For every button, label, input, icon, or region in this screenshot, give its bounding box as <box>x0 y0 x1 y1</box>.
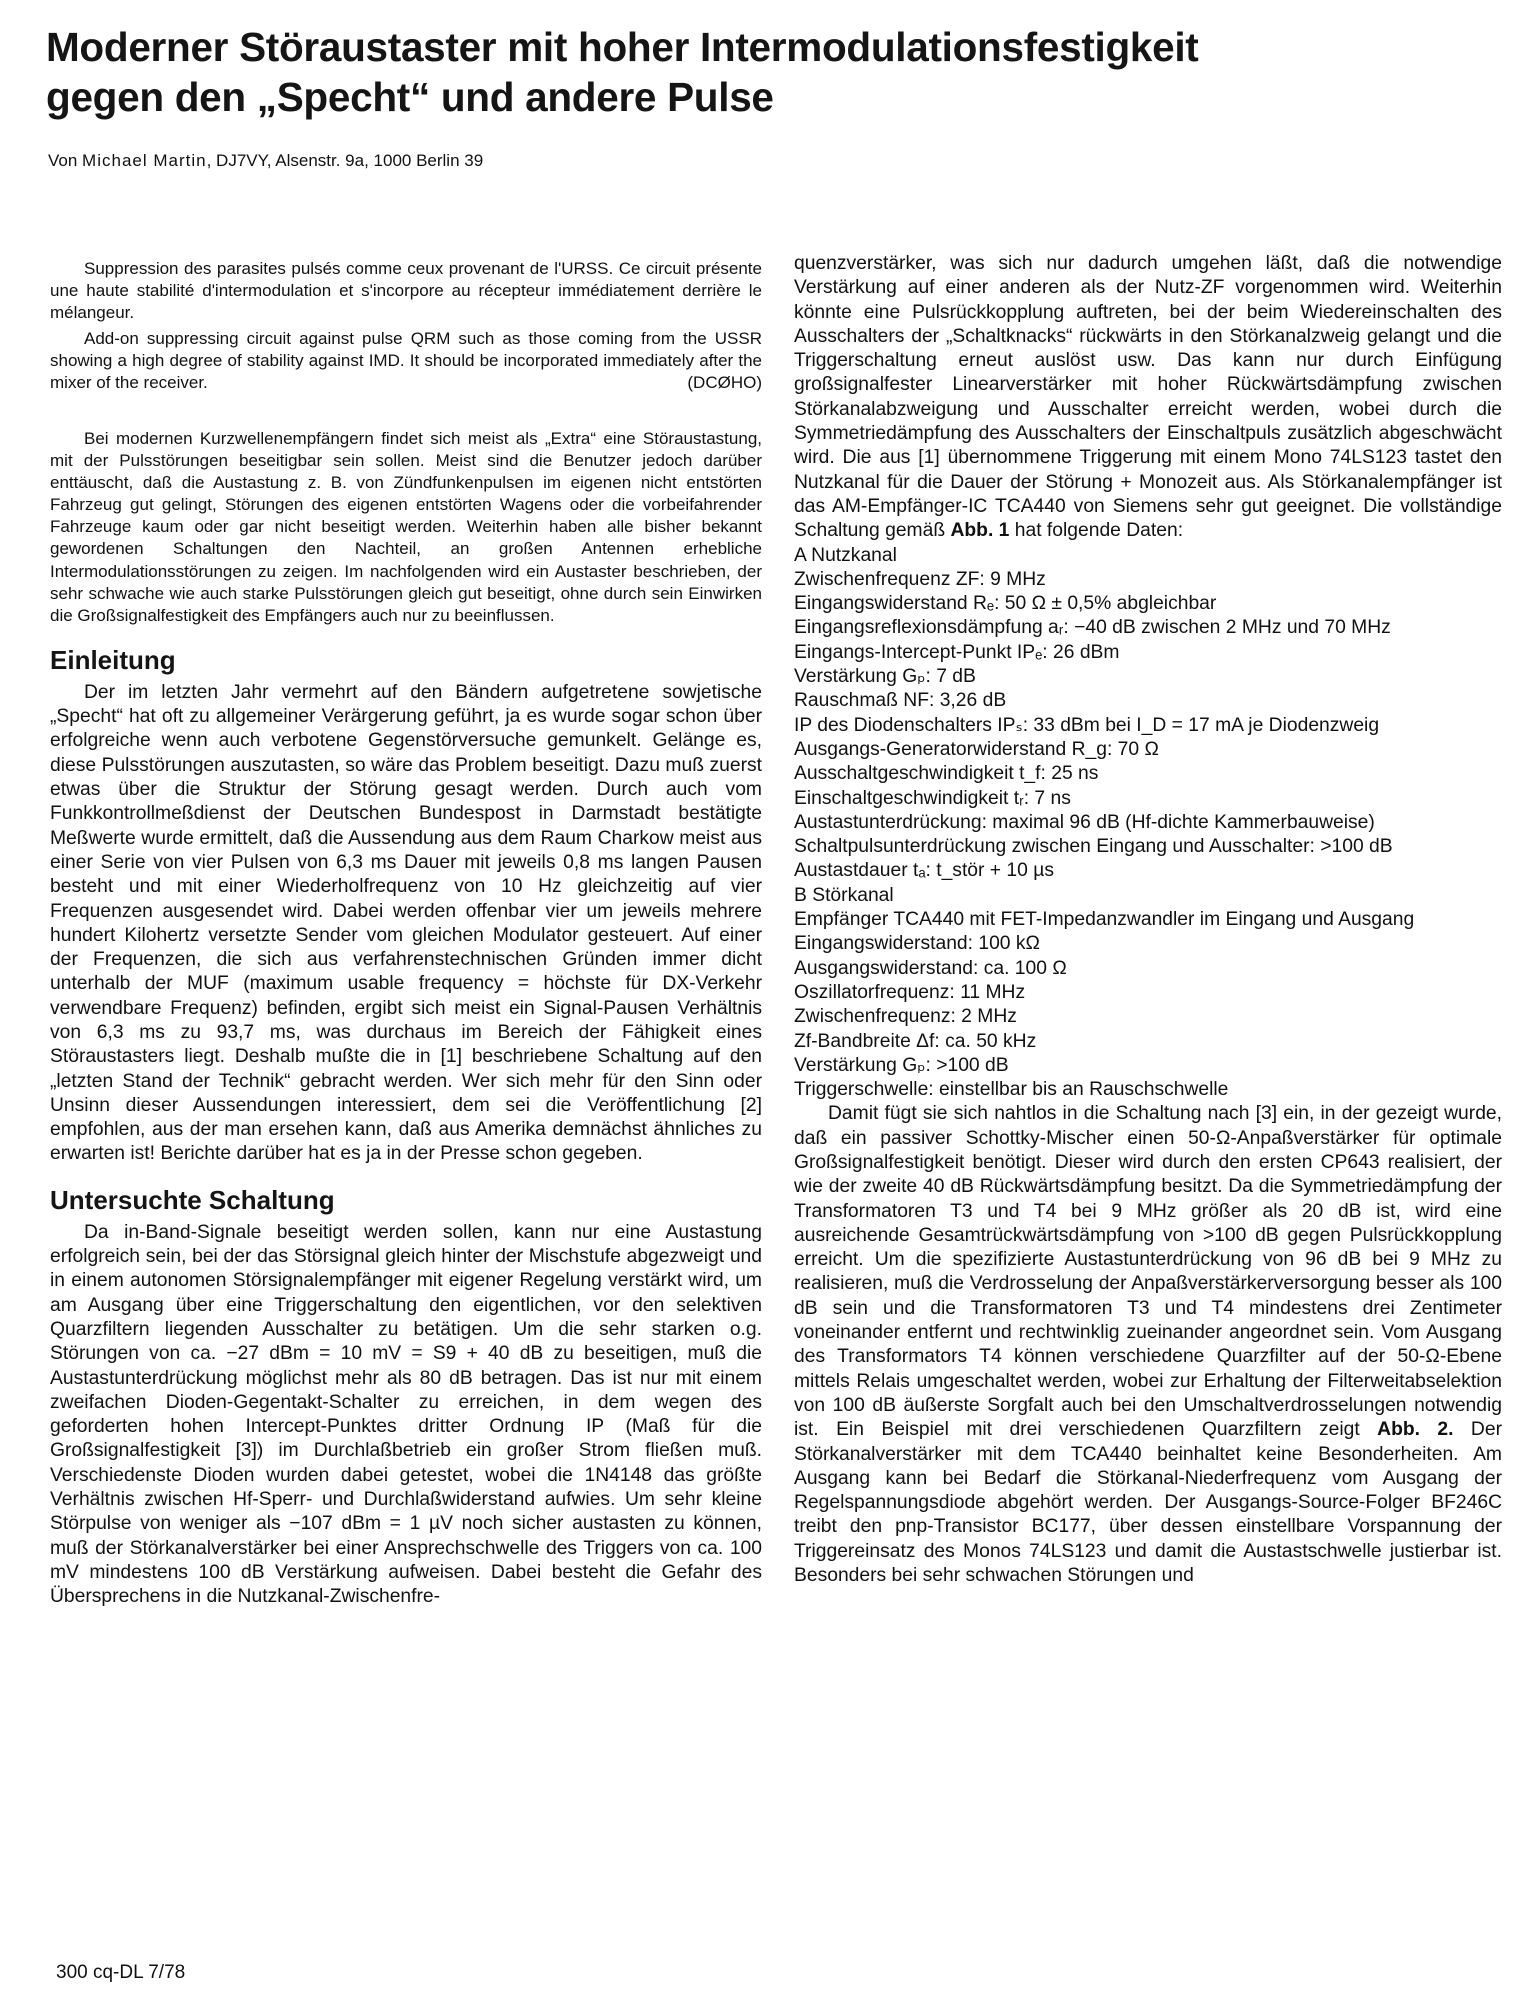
right-paragraph-2 <box>794 1102 1502 1588</box>
spec-b-item: Ausgangswiderstand: ca. 100 Ω <box>794 957 1067 979</box>
lead-text: Bei modernen Kurzwellenempfängern findet sich meist als „Extra“ eine Störaustastung, mit der Pulsstörungen beseitigbar sein sollen. Meist sind die Benutzer jedoch darüber enttäuscht, daß die Austastung z. B. von Zündfunkenpulsen im eigenen nicht entstörten Fahrzeug gut gelingt, Störungen des eigenen entstörten Wagens oder die vorbeifahrender Fahrzeuge kaum oder gar nicht beseitigt werden. Weiterhin haben alle bisher bekannt gewordenen Schaltungen den Nachteil, an großen Antennen erhebliche Intermodulationsstörungen zu zeigen. Im nachfolgenden wird ein Austaster beschrieben, der sehr schwache wie auch starke Pulsstörungen gleich gut beseitigt, ohne durch sein Einwirken die Großsignalfestigkeit des Empfängers auch nur zu beeinflussen. <box>50 429 762 625</box>
article-title <box>46 22 1486 122</box>
paragraph-2-tail: Der Störkanalverstärker mit dem TCA440 beinhaltet keine Besonderheiten. Am Ausgang kann bei Bedarf die Störkanal-Niederfrequenz vom Ausgang der Regelspannungsdiode abgehört werden. Der Ausgangs-Source-Folger BF246C treibt den pnp-Transistor BC177, über dessen einstellbare Vorspannung der Triggereinsatz des Monos 74LS123 und damit die Austastschwelle justierbar ist. Besonders bei sehr schwachen Störungen und <box>794 1419 1502 1587</box>
spec-list-b <box>794 908 1502 1102</box>
spec-b-item: Zf-Bandbreite Δf: ca. 50 kHz <box>794 1030 1037 1052</box>
lead-paragraph <box>50 428 762 627</box>
abstract <box>50 258 762 394</box>
right-column <box>794 252 1502 1588</box>
title-line-2: gegen den „Specht“ und andere Pulse <box>46 74 774 120</box>
spec-a-heading: A Nutzkanal <box>794 544 897 566</box>
spec-a-item: IP des Diodenschalters IPₛ: 33 dBm bei I_D = 17 mA je Diodenzweig <box>794 714 1380 736</box>
section-heading-intro: Einleitung <box>50 644 176 675</box>
spec-b-item: Triggerschwelle: einstellbar bis an Rauschschwelle <box>794 1079 1229 1101</box>
spec-a-item: Eingangsreflexionsdämpfung aᵣ: −40 dB zwischen 2 MHz und 70 MHz <box>794 617 1391 639</box>
paragraph-2-body: Damit fügt sie sich nahtlos in die Schaltung nach [3] ein, in der gezeigt wurde, daß ein passiver Schottky-Mischer einen 50-Ω-Anpaßverstärker für optimale Großsignalfestigkeit benötigt. Dieser wird durch den ersten CP643 realisiert, der wie der zweite 40 dB Rückwärtsdämpfung besitzt. Da die Symmetriedämpfung der Transformatoren T3 und T4 bei 9 MHz größer als 20 dB ist, wird eine ausreichende Gesamtrückwärtsdämpfung von >100 dB gegen Pulsrückkopplung erreicht. Um die spezifizierte Austastunterdrückung von 96 dB bei 9 MHz zu realisieren, muß die Verdrosselung der Anpaßverstärkerversorgung besser als 100 dB sein und die Transformatoren T3 und T4 mindestens drei Zentimeter voneinander entfernt und rechtwinklig zueinander angeordnet sein. Vom Ausgang des Transformators T4 können verschiedene Quarzfilter auf der 50-Ω-Ebene mittels Relais umgeschaltet werden, wobei zur Erhaltung der Filterweitabselektion von 100 dB äußerste Sorgfalt auch bei den Umschaltverdrosselungen notwendig ist. Ein Beispiel mit drei verschiedenen Quarzfiltern zeigt <box>794 1103 1502 1441</box>
spec-a-item: Schaltpulsunterdrückung zwischen Eingang und Ausschalter: >100 dB <box>794 836 1393 858</box>
section-heading-circuit: Untersuchte Schaltung <box>50 1184 335 1215</box>
section-body-intro <box>50 681 762 1167</box>
abstract-french: Suppression des parasites pulsés comme ceux provenant de l'URSS. Ce circuit présente une haute stabilité d'intermodulation et s'incorpore au récepteur immédiatement derrière le mélangeur. <box>50 259 762 322</box>
left-column <box>50 258 762 1610</box>
spec-a-item: Zwischenfrequenz ZF: 9 MHz <box>794 568 1046 590</box>
spec-a-item: Eingangswiderstand Rₑ: 50 Ω ± 0,5% abgleichbar <box>794 593 1217 615</box>
spec-b-item: Oszillatorfrequenz: 11 MHz <box>794 981 1026 1003</box>
continuation-body: quenzverstärker, was sich nur dadurch umgehen läßt, daß die notwendige Verstärkung auf einer anderen als der Nutz-ZF vorgenommen wird. Weiterhin könnte eine Pulsrückkopplung auftreten, bei der beim Wiedereinschalten des Ausschalters der „Schaltknacks“ rückwärts in den Störkanalzweig gelangt und die Triggerschaltung erneut auslöst usw. Das kann nur durch Einfügung großsignalfester Linearverstärker mit hoher Rückwärtsdämpfung zwischen Störkanalabzweigung und Ausschalter erreicht werden, wobei durch die Symmetriedämpfung des Ausschalters der Einschaltpuls zusätzlich abgeschwächt wird. Die aus [1] übernommene Triggerung mit einem Mono 74LS123 tastet den Nutzkanal für die Dauer der Störung + Monozeit aus. Als Störkanalempfänger ist das AM-Empfänger-IC TCA440 von Siemens sehr gut geeignet. Die vollständige Schaltung gemäß <box>794 253 1502 542</box>
abstract-signature: (DCØHO) <box>687 373 762 392</box>
byline <box>48 150 483 172</box>
circuit-text: Da in-Band-Signale beseitigt werden sollen, kann nur eine Austastung erfolgreich sein, bei der das Störsignal gleich hinter der Mischstufe abgezweigt und in einem autonomen Störsignalempfänger mit eigener Regelung verstärkt wird, um am Ausgang über eine Triggerschaltung den eigentlichen, vor den selektiven Quarzfiltern liegenden Ausschalter zu betätigen. Um die sehr starken o.g. Störungen von ca. −27 dBm = 10 mV = S9 + 40 dB zu beseitigen, muß die Austastunterdrückung möglichst mehr als 80 dB betragen. Das ist nur mit einem zweifachen Dioden-Gegentakt-Schalter zu erreichen, in dem wegen des geforderten hohen Intercept-Punktes dritter Ordnung IP (Maß für die Großsignalfestigkeit [3]) im Durchlaßbetrieb ein großer Strom fließen muß. Verschiedenste Dioden wurden dabei getestet, wobei die 1N4148 das größte Verhältnis zwischen Hf-Sperr- und Durchlaßwiderstand aufwies. Um sehr kleine Störpulse von weniger als −107 dBm = 1 µV noch sicher austasten zu können, muß der Störkanalverstärker bei einer Ansprechschwelle des Triggers von ca. 100 mV mindestens 100 dB Verstärkung aufweisen. Dabei besteht die Gefahr des Übersprechens in die Nutzkanal-Zwischenfre- <box>50 1221 762 1608</box>
spec-a-item: Ausgangs-Generatorwiderstand R_g: 70 Ω <box>794 738 1159 760</box>
intro-text: Der im letzten Jahr vermehrt auf den Bändern aufgetretene sowjetische „Specht“ hat oft zu allgemeiner Verärgerung geführt, ja es wurde sogar schon über erfolgreiche wenn auch verbotene Gegenstörversuche gemunkelt. Gelänge es, diese Pulsstörungen auszutasten, so wäre das Problem beseitigt. Dazu muß zuerst etwas über die Struktur der Störung gesagt werden. Durch auch vom Funkkontrollmeßdienst der Deutschen Bundespost in Darmstadt bestätigte Meßwerte wurde ermittelt, daß die Aussendung aus dem Raum Charkow meist aus einer Serie von vier Pulsen von 6,3 ms Dauer mit jeweils 0,8 ms langen Pausen besteht und mit einer Wiederholfrequenz von 10 Hz gleichzeitig auf vier Frequenzen ausgesendet wird. Dabei werden offenbar vier um jeweils mehrere hundert Kilohertz versetzte Sender vom gleichen Modulator gesteuert. Auf einer der Frequenzen, die sich aus verfahrenstechnischen Gründen immer dicht unterhalb der MUF (maximum usable frequency = höchste für DX-Verkehr verwendbare Frequenz) befinden, ergibt sich meist ein Signal-Pausen Verhältnis von 6,3 ms zu 93,7 ms, was durchaus im Bereich der Fähigkeit eines Störaustasters liegt. Deshalb mußte die in [1] beschriebene Schaltung auf den „letzten Stand der Technik“ gebracht werden. Wer sich mehr für den Sinn oder Unsinn dieser Aussendungen interessiert, dem sei die Veröffentlichung [2] empfohlen, aus der man ersehen kann, daß aus Amerika demnächst ähnliches zu erwarten ist! Berichte darüber hat es ja in der Presse schon gegeben. <box>50 681 762 1165</box>
figure-ref-abb2: Abb. 2. <box>1377 1419 1454 1441</box>
spec-a-item: Eingangs-Intercept-Punkt IPₑ: 26 dBm <box>794 641 1120 663</box>
paragraph-2-text <box>794 1102 1502 1588</box>
spec-a-item: Einschaltgeschwindigkeit tᵣ: 7 ns <box>794 787 1071 809</box>
spec-a-item: Ausschaltgeschwindigkeit t_f: 25 ns <box>794 763 1099 785</box>
title-line-1: Moderner Störaustaster mit hoher Intermodulationsfestigkeit <box>46 24 1199 70</box>
spec-list-a <box>794 568 1502 884</box>
spec-b-item: Eingangswiderstand: 100 kΩ <box>794 933 1040 955</box>
spec-b-item: Verstärkung Gₚ: >100 dB <box>794 1054 1009 1076</box>
spec-b-heading: B Störkanal <box>794 884 894 906</box>
continuation-text <box>794 252 1502 544</box>
byline-prefix: Von <box>48 151 83 170</box>
byline-author: Michael Martin <box>82 151 207 170</box>
abstract-english-text: Add-on suppressing circuit against pulse QRM such as those coming from the USSR showing a high degree of stability against IMD. It should be incorporated immediately after the mixer of the receiver. <box>50 329 762 392</box>
byline-address: , DJ7VY, Alsenstr. 9a, 1000 Berlin 39 <box>206 151 484 170</box>
spec-a-item: Verstärkung Gₚ: 7 dB <box>794 666 976 688</box>
page-folio: 300 cq-DL 7/78 <box>56 1962 186 1983</box>
right-continuation <box>794 252 1502 544</box>
spec-a-item: Austastdauer tₐ: t_stör + 10 µs <box>794 860 1054 882</box>
section-body-circuit <box>50 1221 762 1610</box>
spec-a-item: Austastunterdrückung: maximal 96 dB (Hf-dichte Kammerbauweise) <box>794 811 1375 833</box>
spec-b-item: Zwischenfrequenz: 2 MHz <box>794 1006 1017 1028</box>
spec-b-item: Empfänger TCA440 mit FET-Impedanzwandler im Eingang und Ausgang <box>794 909 1415 931</box>
spec-a-item: Rauschmaß NF: 3,26 dB <box>794 690 1007 712</box>
abstract-english <box>50 328 762 394</box>
figure-ref-abb1: Abb. 1 <box>950 520 1010 542</box>
continuation-tail: hat folgende Daten: <box>1009 520 1184 542</box>
